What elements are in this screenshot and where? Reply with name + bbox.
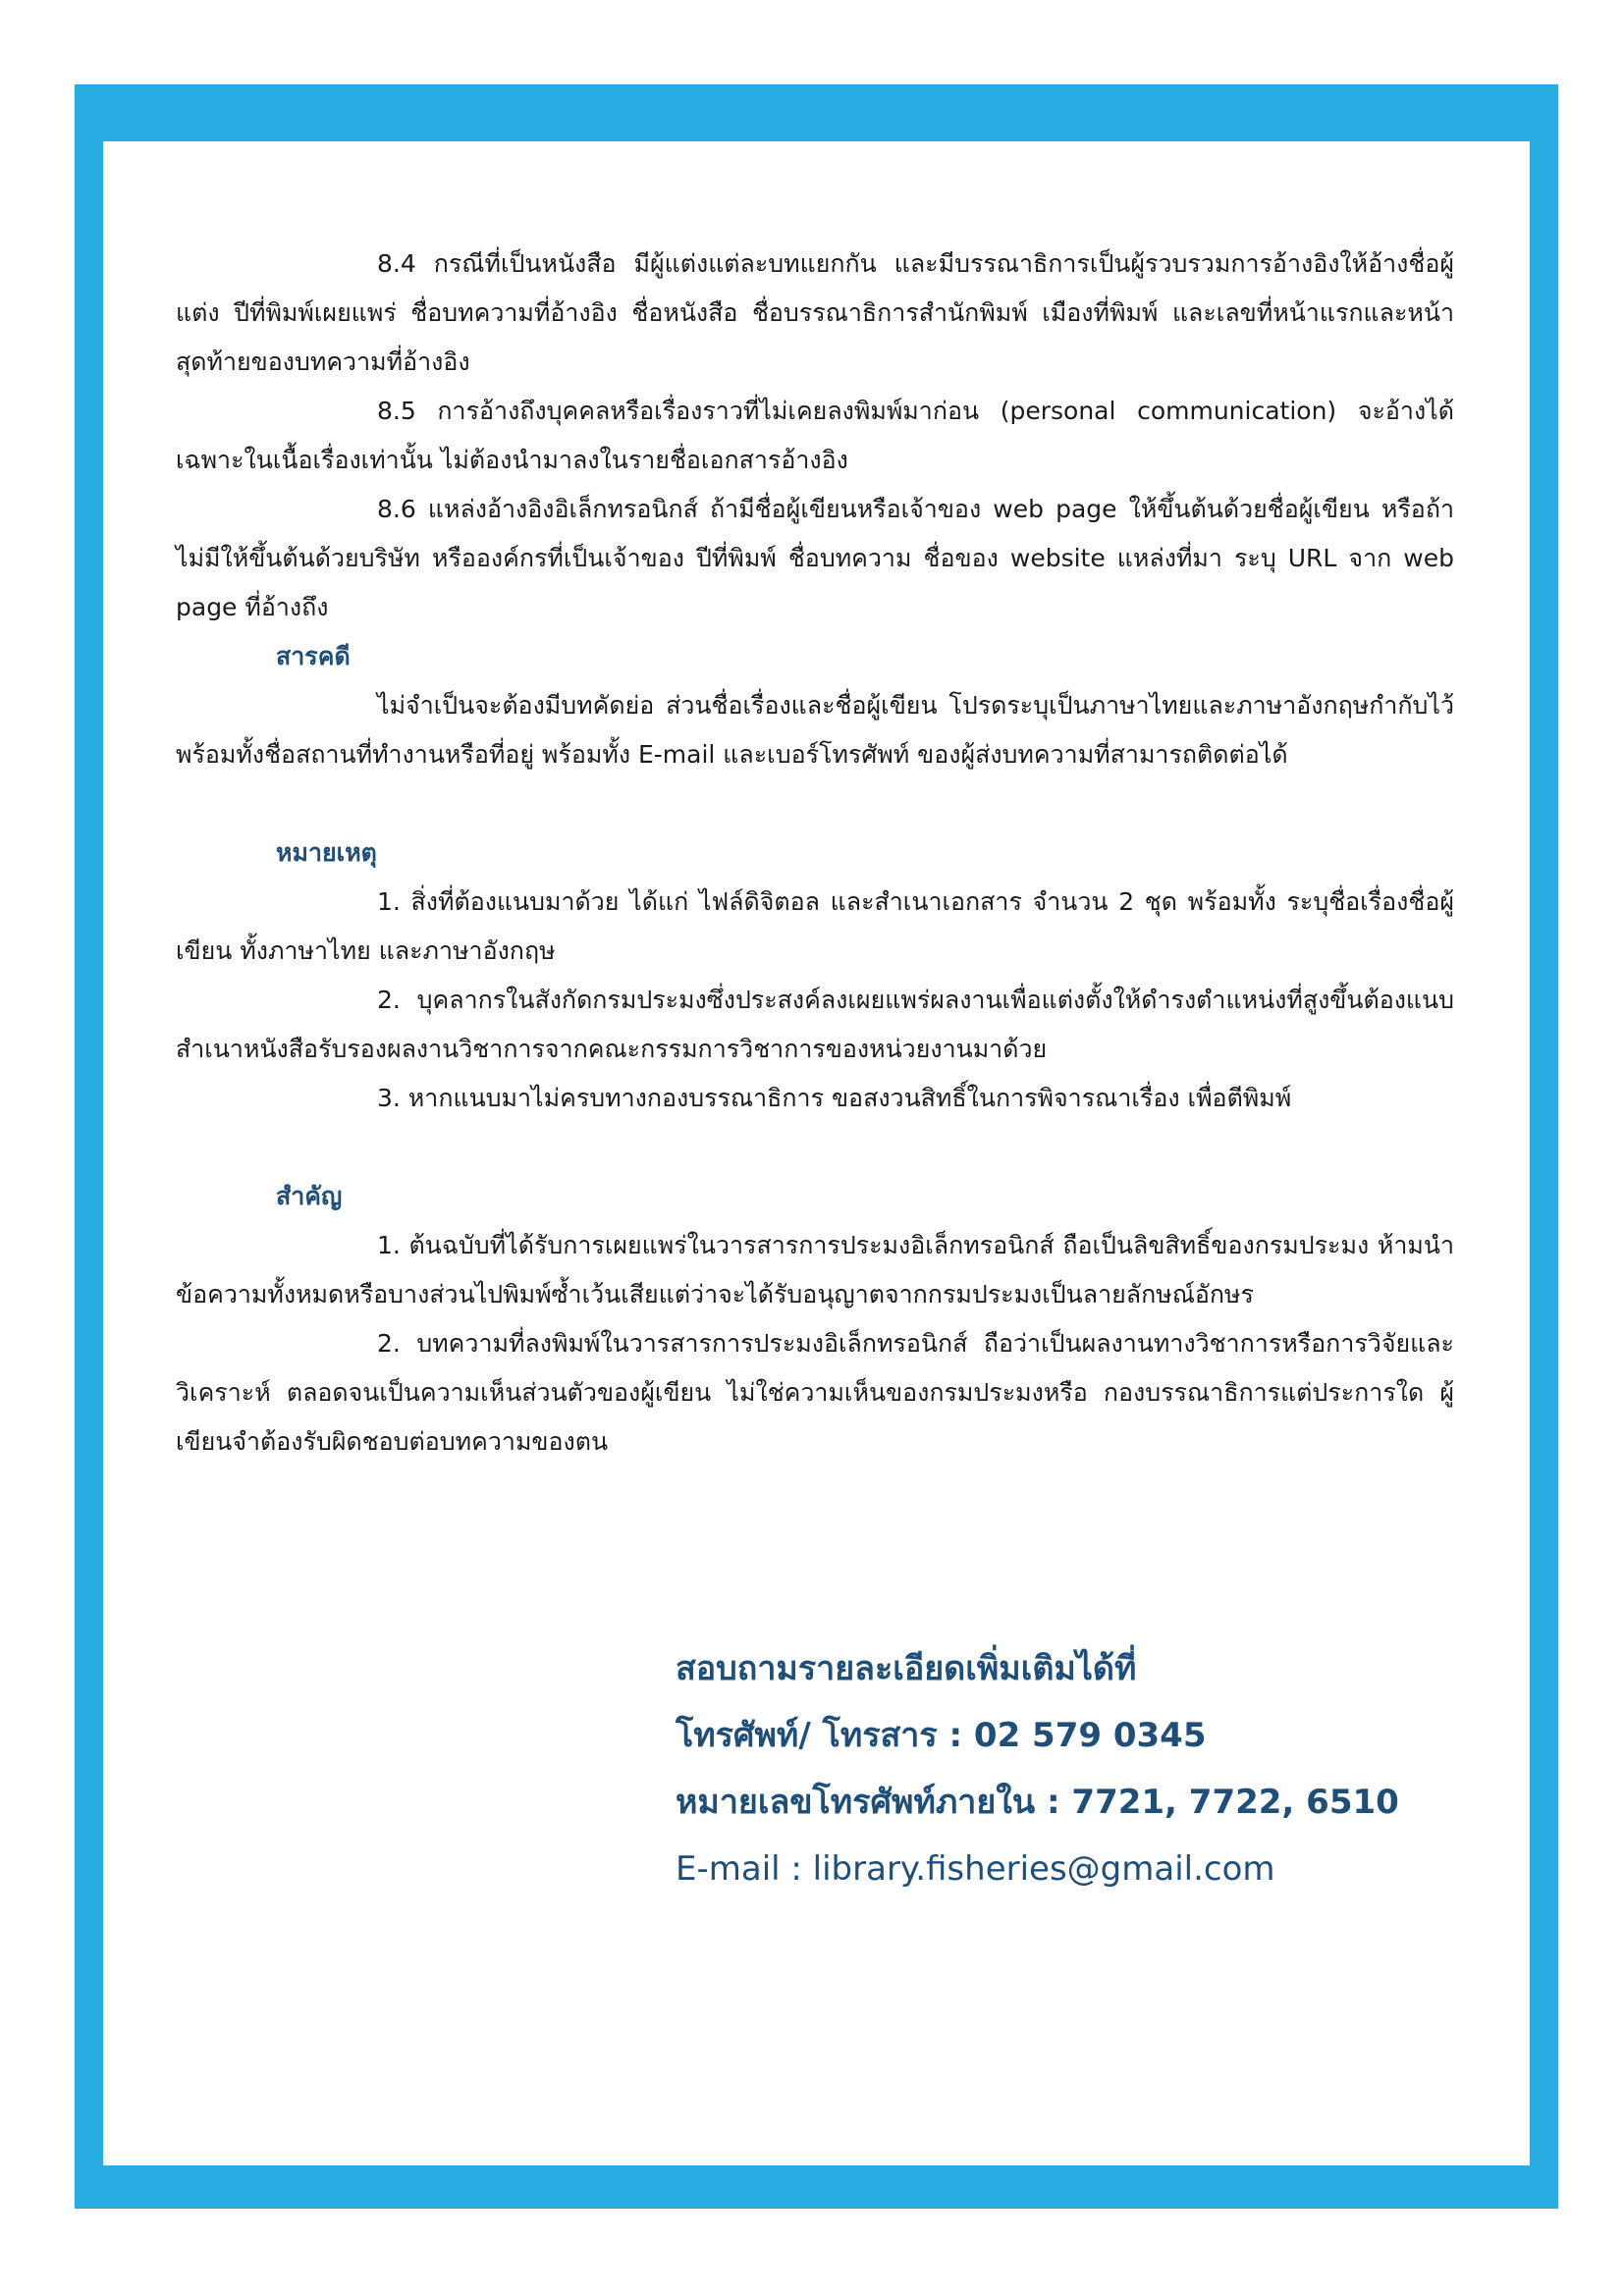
notes-heading: หมายเหตุ: [276, 838, 377, 867]
reference-item-8-5: 8.5 การอ้างถึงบุคคลหรือเรื่องราวที่ไม่เคยลงพิมพ์มาก่อน (personal communication) จะอ้างได้เฉพาะในเนื้อเรื่องเท่านั้น ไม่ต้องนำมาลงในรายชื่อเอกสารอ้างอิง: [176, 397, 1454, 474]
important-heading: สำคัญ: [276, 1182, 343, 1210]
contact-title: สอบถามรายละเอียดเพิ่มเติมได้ที่: [676, 1649, 1137, 1688]
reference-item-8-6: 8.6 แหล่งอ้างอิงอิเล็กทรอนิกส์ ถ้ามีชื่อผู้เขียนหรือเจ้าของ web page ให้ขึ้นต้นด้วยชื่อผู้เขียน หรือถ้าไม่มีให้ขึ้นต้นด้วยบริษัท หรือองค์กรที่เป็นเจ้าของ ปีที่พิมพ์ ชื่อบทความ ชื่อของ website แหล่งที่มา ระบุ URL จาก web page ที่อ้างถึง: [176, 495, 1454, 621]
important-item-2: 2. บทความที่ลงพิมพ์ในวารสารการประมงอิเล็กทรอนิกส์ ถือว่าเป็นผลงานทางวิชาการหรือการวิจัยและวิเคราะห์ ตลอดจนเป็นความเห็นส่วนตัวของผู้เขียน ไม่ใช่ความเห็นของกรมประมงหรือ กองบรรณาธิการแต่ประการใด ผู้เขียนจำต้องรับผิดชอบต่อบทความของตน: [176, 1329, 1454, 1456]
notes-item-3: 3. หากแนบมาไม่ครบทางกองบรรณาธิการ ขอสงวนสิทธิ์ในการพิจารณาเรื่อง เพื่อตีพิมพ์: [377, 1084, 1292, 1112]
notes-item-2: 2. บุคลากรในสังกัดกรมประมงซึ่งประสงค์ลงเผยแพร่ผลงานเพื่อแต่งตั้งให้ดำรงตำแหน่งที่สูงขึ้นต้องแนบสำเนาหนังสือรับรองผลงานวิชาการจากคณะกรรมการวิชาการของหน่วยงานมาด้วย: [176, 986, 1454, 1063]
reference-item-8-4: 8.4 กรณีที่เป็นหนังสือ มีผู้แต่งแต่ละบทแยกกัน และมีบรรณาธิการเป็นผู้รวบรวมการอ้างอิงให้อ้างชื่อผู้แต่ง ปีที่พิมพ์เผยแพร่ ชื่อบทความที่อ้างอิง ชื่อหนังสือ ชื่อบรรณาธิการสำนักพิมพ์ เมืองที่พิมพ์ และเลขที่หน้าแรกและหน้าสุดท้ายของบทความที่อ้างอิง: [176, 249, 1454, 376]
summary-text: ไม่จำเป็นจะต้องมีบทคัดย่อ ส่วนชื่อเรื่องและชื่อผู้เขียน โปรดระบุเป็นภาษาไทยและภาษาอังกฤษกำกับไว้ พร้อมทั้งชื่อสถานที่ทำงานหรือที่อยู่ พร้อมทั้ง E-mail และเบอร์โทรศัพท์ ของผู้ส่งบทความที่สามารถติดต่อได้: [176, 691, 1454, 769]
summary-heading: สารคดี: [276, 642, 351, 670]
contact-phone-fax: โทรศัพท์/ โทรสาร : 02 579 0345: [676, 1716, 1207, 1755]
contact-extensions: หมายเลขโทรศัพท์ภายใน : 7721, 7722, 6510: [676, 1783, 1399, 1822]
important-item-1: 1. ต้นฉบับที่ได้รับการเผยแพร่ในวารสารการประมงอิเล็กทรอนิกส์ ถือเป็นลิขสิทธิ์ของกรมประมง ห้ามนำข้อความทั้งหมดหรือบางส่วนไปพิมพ์ซ้ำเว้นเสียแต่ว่าจะได้รับอนุญาตจากกรมประมงเป็นลายลักษณ์อักษร: [176, 1231, 1454, 1308]
notes-item-1: 1. สิ่งที่ต้องแนบมาด้วย ได้แก่ ไฟล์ดิจิตอล และสำเนาเอกสาร จำนวน 2 ชุด พร้อมทั้ง ระบุชื่อเรื่องชื่อผู้เขียน ทั้งภาษาไทย และภาษาอังกฤษ: [176, 887, 1454, 965]
contact-email: E-mail : library.fisheries@gmail.com: [676, 1849, 1275, 1889]
